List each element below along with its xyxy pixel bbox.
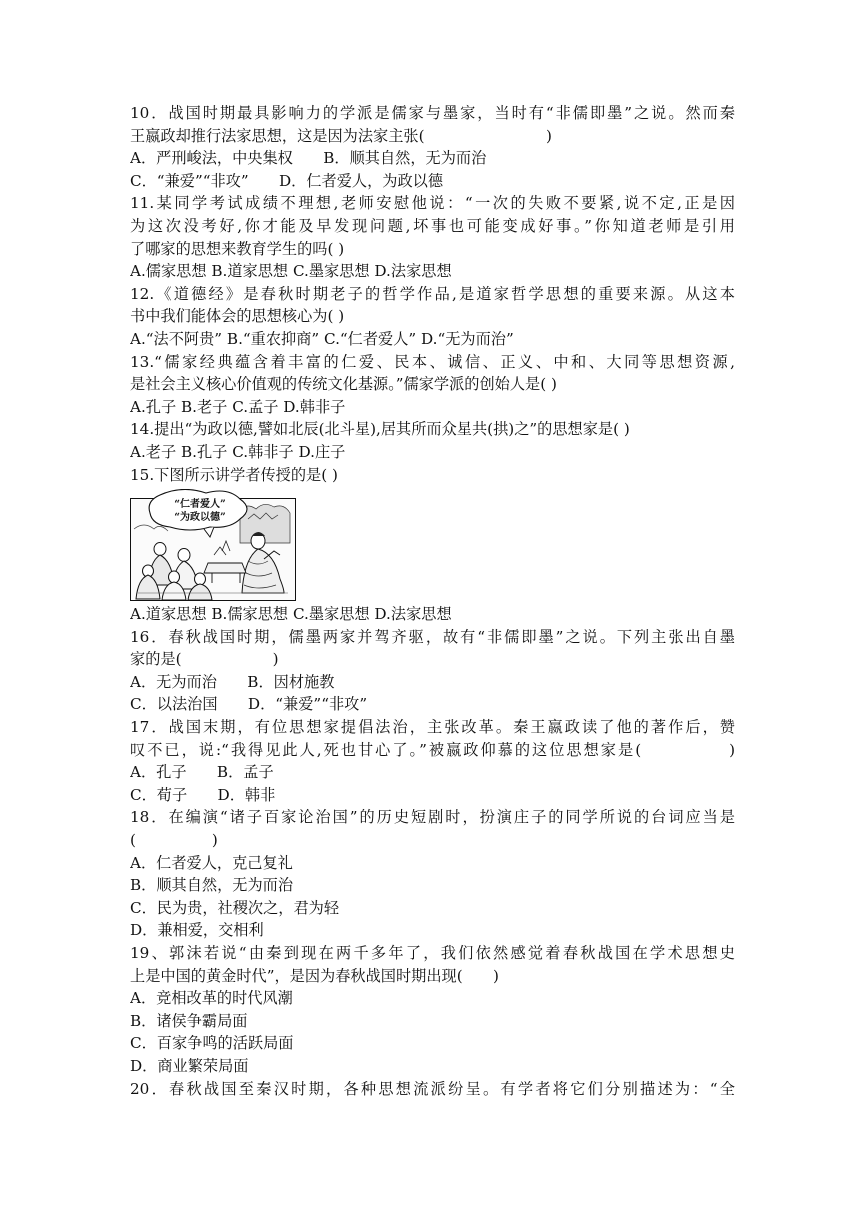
question-18 <box>130 806 735 942</box>
bubble-text: “仁者爱人” <box>174 499 226 511</box>
question-13 <box>130 351 735 419</box>
question-text: 20．春秋战国至秦汉时期，各种思想流派纷呈。有学者将它们分别描述为：“全 <box>130 1079 735 1098</box>
question-text: 了哪家的思想来教育学生的吗( ) <box>130 239 345 258</box>
question-text: 11.某同学考试成绩不理想,老师安慰他说：“一次的失败不要紧,说不定,正是因 <box>130 194 735 213</box>
answer-options: A．仁者爱人，克己复礼 <box>130 853 293 872</box>
answer-options: A.“法不阿贵” B.“重农抑商” C.“仁者爱人” D.“无为而治” <box>130 329 514 348</box>
question-text: 上是中国的黄金时代”，是因为春秋战国时期出现( ) <box>130 966 499 985</box>
answer-options: A．孔子 B．孟子 <box>130 763 274 782</box>
question-text: 家的是( ) <box>130 650 279 669</box>
question-14 <box>130 418 735 463</box>
question-12 <box>130 283 735 351</box>
answer-options: B．顺其自然，无为而治 <box>130 876 294 895</box>
answer-options: C．“兼爱”“非攻” D．仁者爱人，为政以德 <box>130 171 444 190</box>
question-16 <box>130 626 735 716</box>
question-19 <box>130 942 735 1078</box>
answer-options: C．百家争鸣的活跃局面 <box>130 1034 294 1053</box>
lecture-illustration <box>130 489 296 601</box>
answer-options: C．以法治国 D．“兼爱”“非攻” <box>130 695 368 714</box>
question-text: 13.“儒家经典蕴含着丰富的仁爱、民本、诚信、正义、中和、大同等思想资源, <box>130 352 735 371</box>
question-text: 14.提出“为政以德,譬如北辰(北斗星),居其所而众星共(拱)之”的思想家是( ) <box>130 420 630 439</box>
answer-options: D．兼相爱，交相利 <box>130 921 264 940</box>
answer-options: A.儒家思想 B.道家思想 C.墨家思想 D.法家思想 <box>130 262 452 281</box>
bubble-text: “为政以德” <box>174 512 226 524</box>
answer-options: A．严刑峻法，中央集权 B．顺其自然，无为而治 <box>130 149 487 168</box>
question-15 <box>130 464 735 626</box>
question-text: 15.下图所示讲学者传授的是( ) <box>130 465 338 484</box>
question-text: 17．战国末期，有位思想家提倡法治，主张改革。秦王嬴政读了他的著作后，赞 <box>130 718 735 737</box>
question-10 <box>130 102 735 192</box>
question-text: 王嬴政却推行法家思想，这是因为法家主张( ) <box>130 126 552 145</box>
question-text: 19、郭沫若说“由秦到现在两千多年了，我们依然感觉着春秋战国在学术思想史 <box>130 944 735 962</box>
question-text: 是社会主义核心价值观的传统文化基源。”儒家学派的创始人是( ) <box>130 375 557 394</box>
answer-options: B．诸侯争霸局面 <box>130 1011 248 1030</box>
question-text: 16．春秋战国时期，儒墨两家并驾齐驱，故有“非儒即墨”之说。下列主张出自墨 <box>130 627 735 646</box>
answer-options: A．竞相改革的时代风潮 <box>130 989 293 1008</box>
answer-options: A．无为而治 B．因材施教 <box>130 672 335 691</box>
question-text: 书中我们能体会的思想核心为( ) <box>130 307 345 326</box>
question-20 <box>130 1078 735 1101</box>
answer-options: A.老子 B.孔子 C.韩非子 D.庄子 <box>130 442 346 461</box>
question-text: 10．战国时期最具影响力的学派是儒家与墨家，当时有“非儒即墨”之说。然而秦 <box>130 104 735 122</box>
worksheet-page <box>130 102 735 1100</box>
answer-options: D．商业繁荣局面 <box>130 1056 249 1075</box>
question-text: 为这次没考好,你才能及早发现问题,坏事也可能变成好事。”你知道老师是引用 <box>130 216 735 235</box>
question-11 <box>130 192 735 282</box>
question-text: 12.《道德经》是春秋时期老子的哲学作品,是道家哲学思想的重要来源。从这本 <box>130 284 735 303</box>
answer-options: C．荀子 D．韩非 <box>130 785 276 804</box>
question-text: 18．在编演“诸子百家论治国”的历史短剧时，扮演庄子的同学所说的台词应当是 <box>130 808 735 827</box>
answer-options: C．民为贵，社稷次之，君为轻 <box>130 898 340 917</box>
answer-options: A.道家思想 B.儒家思想 C.墨家思想 D.法家思想 <box>130 605 452 624</box>
question-17 <box>130 716 735 806</box>
question-text: ( ) <box>130 831 218 850</box>
question-text: 叹不已，说:“我得见此人,死也甘心了。”被嬴政仰慕的这位思想家是( ) <box>130 740 735 759</box>
answer-options: A.孔子 B.老子 C.孟子 D.韩非子 <box>130 397 346 416</box>
